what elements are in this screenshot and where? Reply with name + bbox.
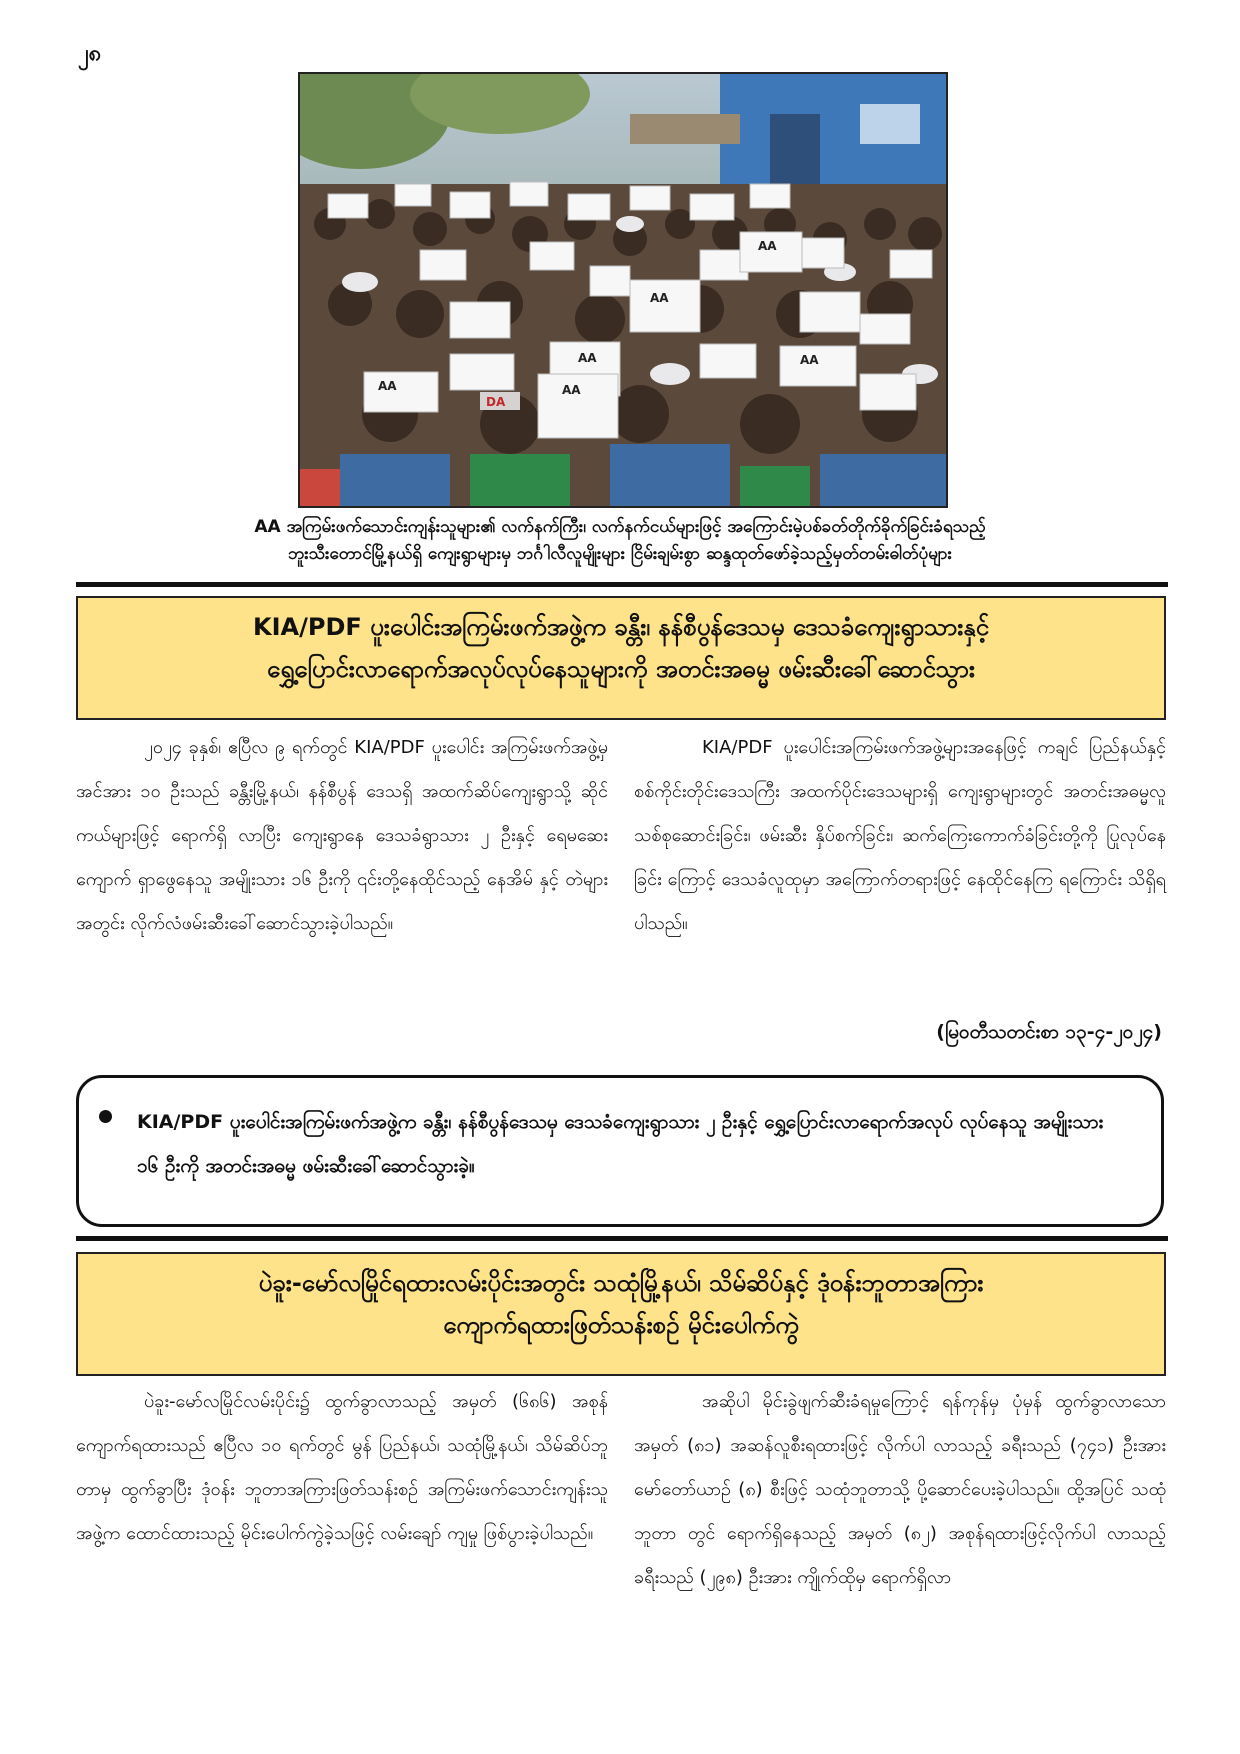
- placard-text: AA: [650, 291, 669, 305]
- summary-box: [76, 1075, 1164, 1227]
- article1-left-paragraph: ၂၀၂၄ ခုနှစ်၊ ဧပြီလ ၉ ရက်တွင် KIA/PDF ပူးပေါင်း အကြမ်းဖက်အဖွဲ့မှ အင်အား ၁၀ ဦးသည် ခန္တီးမြို့နယ်၊ နန်စီပွန် ဒေသရှိ အထက်ဆိပ်ကျေးရွာသို့ ဆိုင်ကယ်များဖြင့် ရောက်ရှိ လာပြီး ကျေးရွာနေ ဒေသခံရွာသား ၂ ဦးနှင့် ရေမဆေးကျောက် ရှာဖွေနေသူ အမျိုးသား ၁၆ ဦးကို ၎င်းတို့နေထိုင်သည့် နေအိမ် နှင့် တဲများအတွင်း လိုက်လံဖမ်းဆီးခေါ်ဆောင်သွားခဲ့ပါသည်။: [76, 737, 608, 934]
- article2-headline: [76, 1252, 1166, 1376]
- caption-line-2: ဘူးသီးတောင်မြို့နယ်ရှိ ကျေးရွာများမှ ဘင်္ဂါလီလူမျိုးများ ငြိမ်းချမ်းစွာ ဆန္ဒထုတ်ဖော်ခဲ့သည့်မှတ်တမ်းဓါတ်ပုံများ: [288, 544, 952, 564]
- placard-text: AA: [800, 353, 819, 367]
- article2-col-left: [76, 1380, 608, 1556]
- photo-caption: [100, 514, 1140, 568]
- article2-right-paragraph: အဆိုပါ မိုင်းခွဲဖျက်ဆီးခံရမှုကြောင့် ရန်ကုန်မှ ပုံမှန် ထွက်ခွာလာသော အမှတ် (၈၁) အဆန်လူစီးရထားဖြင့် လိုက်ပါ လာသည့် ခရီးသည် (၇၄၁) ဦးအား မော်တော်ယာဉ် (၈) စီးဖြင့် သထုံဘူတာသို့ ပို့ဆောင်ပေးခဲ့ပါသည်။ ထို့အပြင် သထုံဘူတာ တွင် ရောက်ရှိနေသည့် အမှတ် (၈၂) အစုန်ရထားဖြင့်လိုက်ပါ လာသည့် ခရီးသည် (၂၉၈) ဦးအား ကျိုက်ထိုမှ ရောက်ရှိလာ: [634, 1391, 1166, 1588]
- banner-letters: DA: [486, 395, 506, 409]
- caption-line-1: AA အကြမ်းဖက်သောင်းကျန်းသူများ၏ လက်နက်ကြီး၊ လက်နက်ငယ်များဖြင့် အကြောင်းမဲ့ပစ်ခတ်တိုက်ခိုက်ခြင်းခံရသည့်: [254, 517, 986, 537]
- page-number: ၂၈: [78, 41, 102, 66]
- article2-headline-line1: ပဲခူး-မော်လမြိုင်ရထားလမ်းပိုင်းအတွင်း သထုံမြို့နယ်၊ သိမ်ဆိပ်နှင့် ဒုံဝန်းဘူတာအကြား: [258, 1269, 984, 1297]
- article2-headline-line2: ကျောက်ရထားဖြတ်သန်းစဉ် မိုင်းပေါက်ကွဲ: [443, 1311, 799, 1339]
- article1-col-right: [634, 726, 1166, 946]
- placard-text: AA: [378, 379, 397, 393]
- divider: [76, 582, 1168, 587]
- article1-headline-line2: ရွှေ့ပြောင်းလာရောက်အလုပ်လုပ်နေသူများကို အတင်းအဓမ္မ ဖမ်းဆီးခေါ်ဆောင်သွား: [267, 655, 975, 683]
- placard-text: AA: [578, 351, 597, 365]
- divider: [76, 1236, 1168, 1241]
- protest-photo: [298, 72, 948, 508]
- placard-text: AA: [562, 383, 581, 397]
- article1-col-left: [76, 726, 608, 946]
- article1-right-paragraph: KIA/PDF ပူးပေါင်းအကြမ်းဖက်အဖွဲ့များအနေဖြင့် ကချင် ပြည်နယ်နှင့် စစ်ကိုင်းတိုင်းဒေသကြီး အထက်ပိုင်းဒေသများရှိ ကျေးရွာများတွင် အတင်းအဓမ္မလူသစ်စုဆောင်းခြင်း၊ ဖမ်းဆီး နှိပ်စက်ခြင်း၊ ဆက်ကြေးကောက်ခံခြင်းတို့ကို ပြုလုပ်နေခြင်း ကြောင့် ဒေသခံလူထုမှာ အကြောက်တရားဖြင့် နေထိုင်နေကြ ရကြောင်း သိရှိရပါသည်။: [634, 737, 1166, 934]
- article1-headline: [76, 596, 1166, 720]
- article2-left-paragraph: ပဲခူး-မော်လမြိုင်လမ်းပိုင်း၌ ထွက်ခွာလာသည့် အမှတ် (၆၈၆) အစုန်ကျောက်ရထားသည် ဧပြီလ ၁၀ ရက်တွင် မွန် ပြည်နယ်၊ သထုံမြို့နယ်၊ သိမ်ဆိပ်ဘူတာမှ ထွက်ခွာပြီး ဒုံဝန်း ဘူတာအကြားဖြတ်သန်းစဉ် အကြမ်းဖက်သောင်းကျန်းသူ အဖွဲ့က ထောင်ထားသည့် မိုင်းပေါက်ကွဲခဲ့သဖြင့် လမ်းချော် ကျမှု ဖြစ်ပွားခဲ့ပါသည်။: [76, 1391, 608, 1544]
- news-source: (မြဝတီသတင်းစာ ၁၃-၄-၂၀၂၄): [936, 1021, 1162, 1043]
- article2-col-right: [634, 1380, 1166, 1600]
- summary-text: KIA/PDF ပူးပေါင်းအကြမ်းဖက်အဖွဲ့က ခန္တီး၊ နန်စီပွန်ဒေသမှ ဒေသခံကျေးရွာသား ၂ ဦးနှင့် ရွှေ့ပြောင်းလာရောက်အလုပ် လုပ်နေသူ အမျိုးသား ၁၆ ဦးကို အတင်းအဓမ္မ ဖမ်းဆီးခေါ်ဆောင်သွားခဲ့။: [137, 1111, 1104, 1177]
- article1-headline-line1: KIA/PDF ပူးပေါင်းအကြမ်းဖက်အဖွဲ့က ခန္တီး၊ နန်စီပွန်ဒေသမှ ဒေသခံကျေးရွာသားနှင့်: [252, 613, 990, 641]
- placard-text: AA: [758, 239, 777, 253]
- bullet-icon: [99, 1110, 112, 1123]
